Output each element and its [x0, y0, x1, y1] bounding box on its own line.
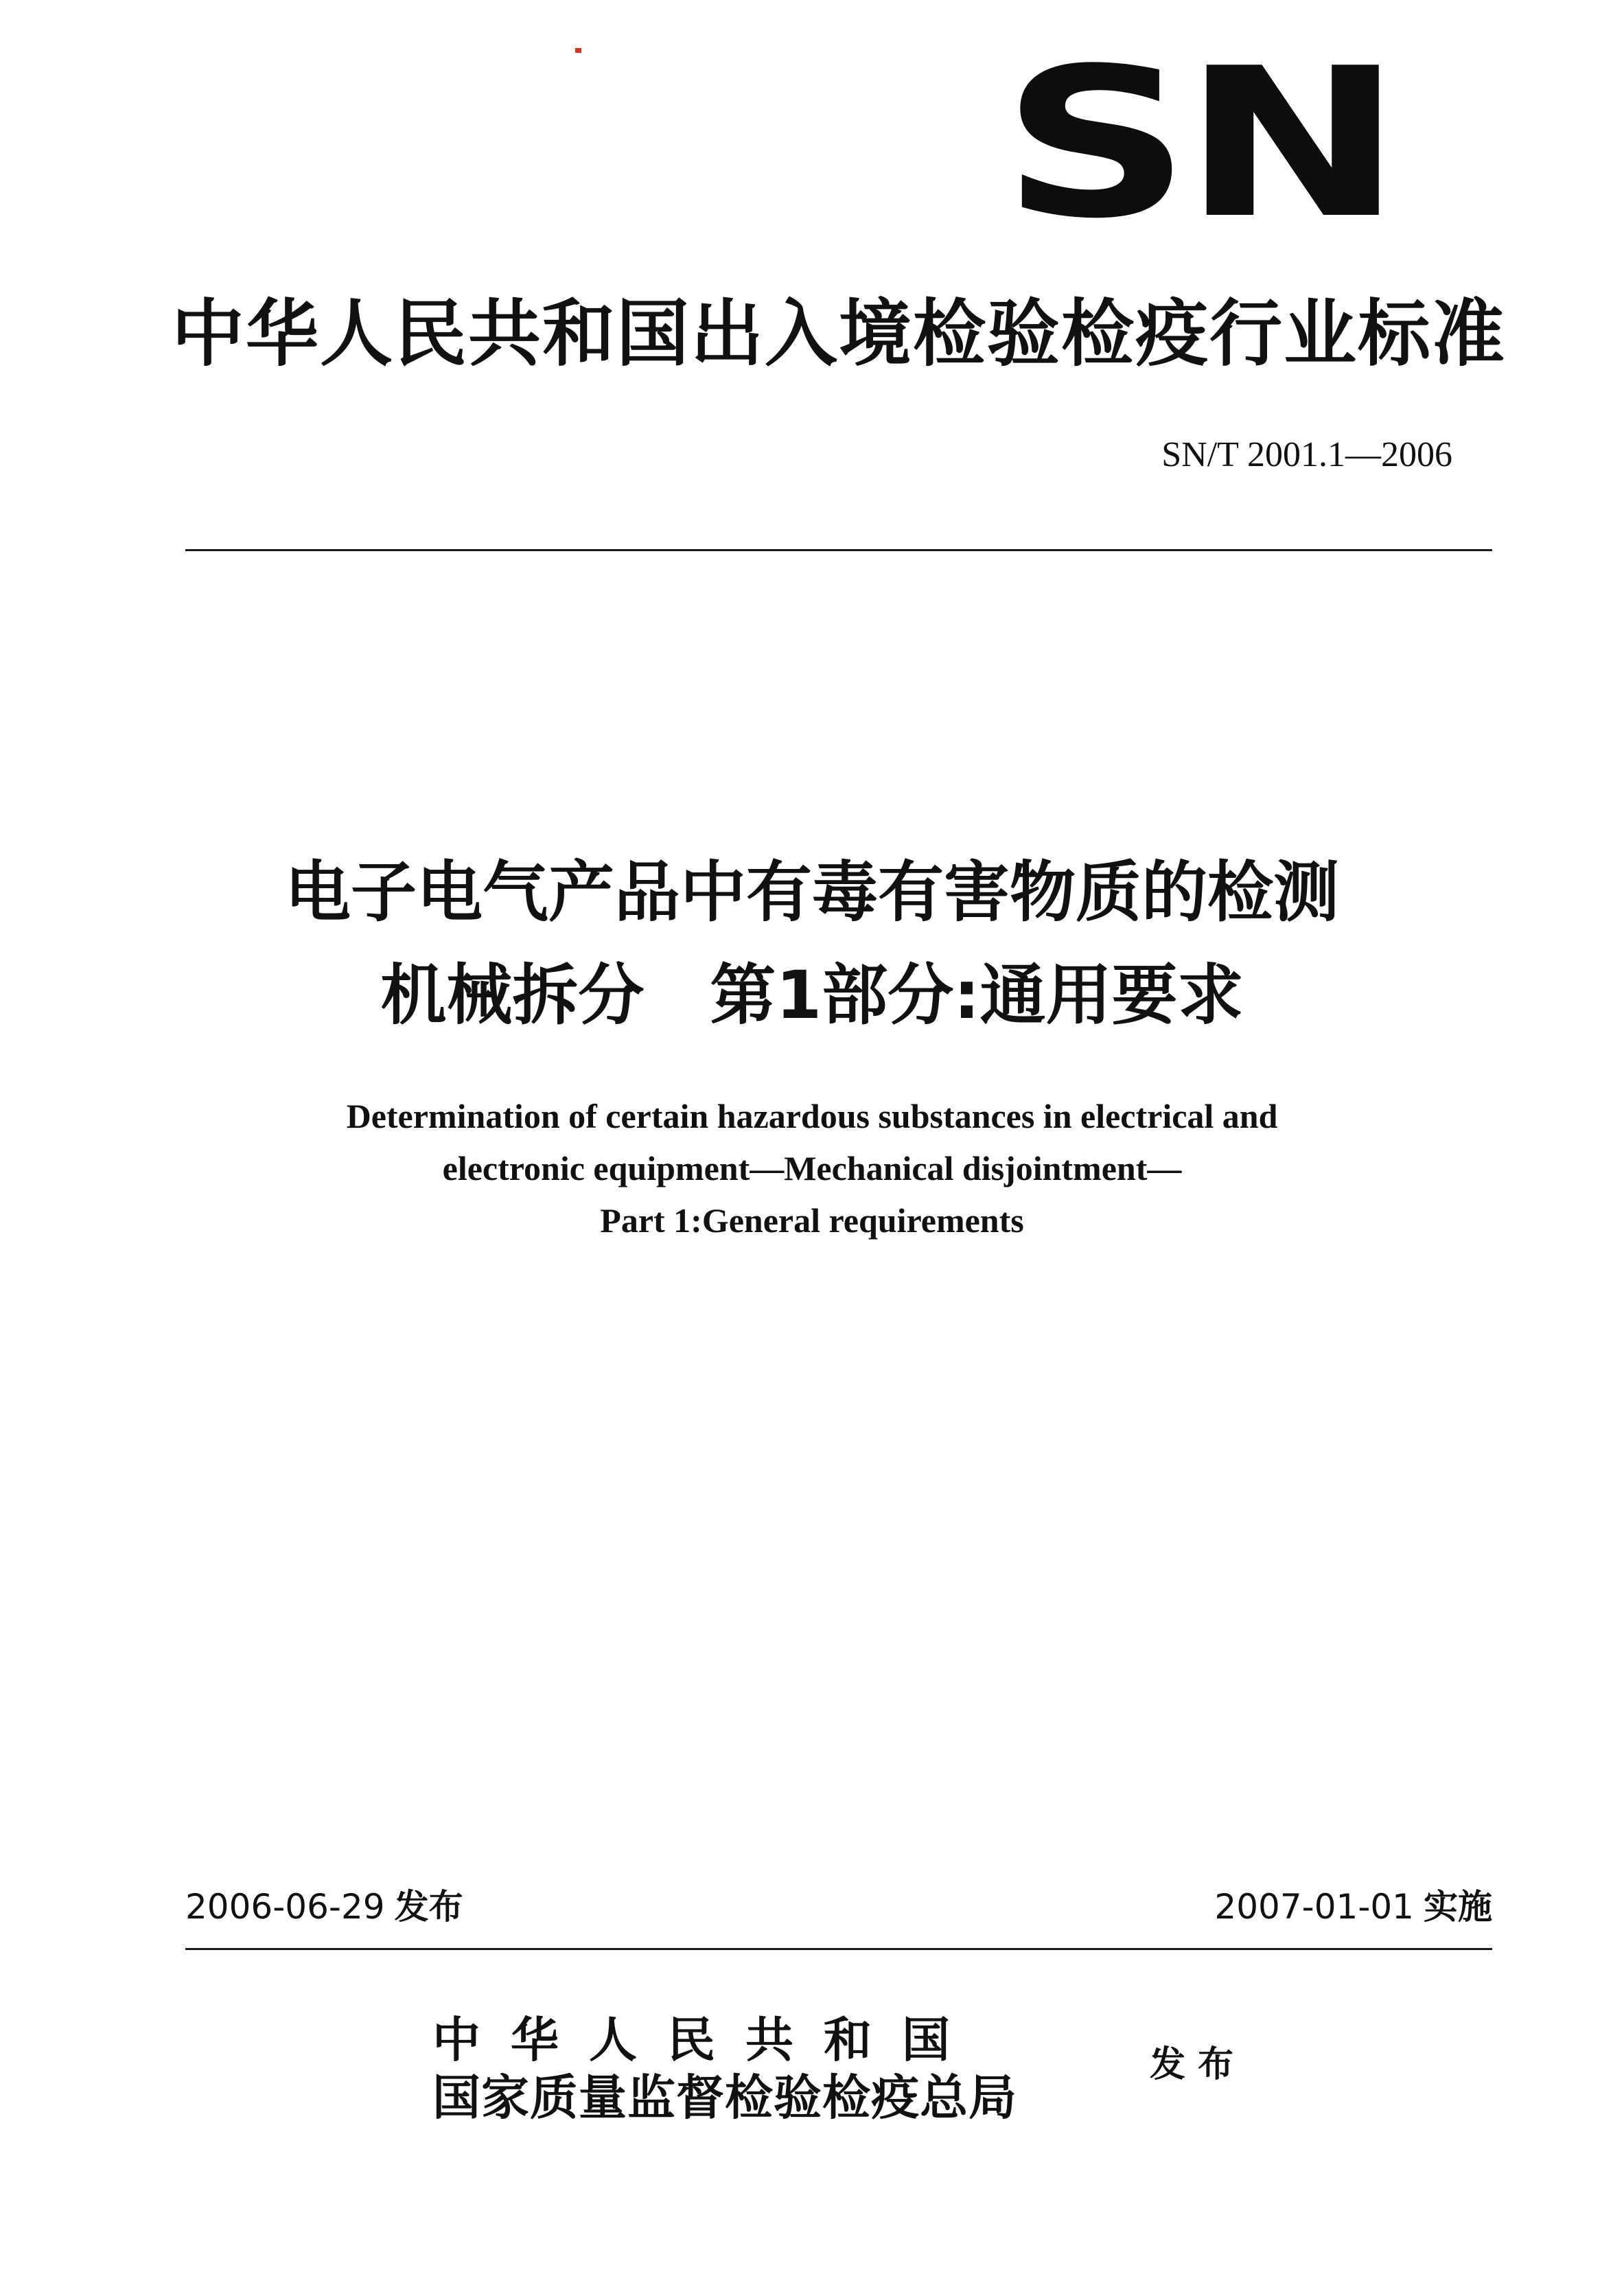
- org-title: 中华人民共和国出入境检验检疫行业标准: [172, 292, 1506, 376]
- en-title-line-1: Determination of certain hazardous substances in electrical and: [346, 1097, 1278, 1135]
- issuer-action: 发布: [1150, 2044, 1246, 2085]
- sn-logo: SN: [1001, 24, 1394, 264]
- issuer-block: [432, 2011, 1017, 2126]
- issue-label: 发布: [394, 1887, 463, 1927]
- implement-date-block: [1214, 1882, 1492, 1932]
- bottom-divider: [185, 1948, 1492, 1950]
- issue-date: 2006-06-29: [185, 1887, 385, 1927]
- issuer-line-2: 国家质量监督检验检疫总局: [432, 2069, 1017, 2126]
- cn-title-line-2: 机械拆分 第1部分:通用要求: [380, 957, 1244, 1034]
- implement-label: 实施: [1424, 1887, 1492, 1927]
- implement-date: 2007-01-01: [1214, 1887, 1414, 1927]
- standard-number: SN/T 2001.1—2006: [1161, 435, 1452, 474]
- en-title-line-2: electronic equipment—Mechanical disjointment—: [442, 1149, 1182, 1187]
- red-mark: [575, 48, 581, 53]
- en-title-line-3: Part 1:General requirements: [600, 1201, 1024, 1240]
- top-divider: [185, 549, 1492, 551]
- issuer-line-1: 中华人民共和国: [432, 2011, 980, 2068]
- issue-date-block: [185, 1882, 463, 1932]
- cn-title-line-1: 电子电气产品中有毒有害物质的检测: [285, 854, 1339, 931]
